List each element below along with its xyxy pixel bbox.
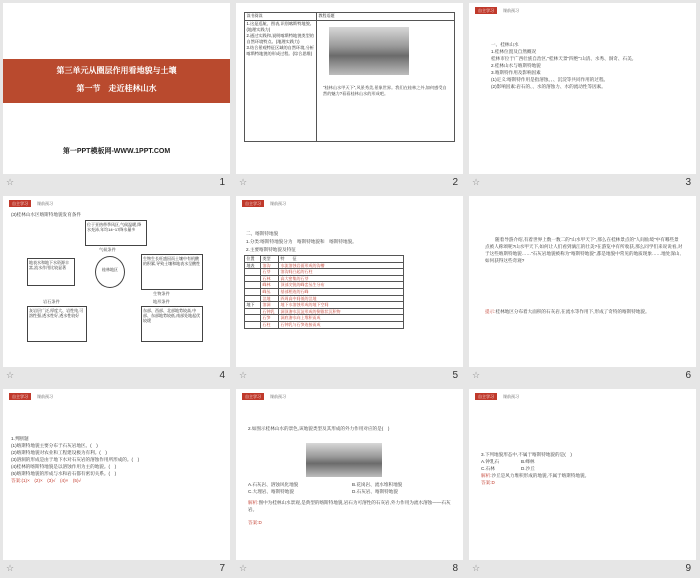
tag-primary: 自主学习 (475, 393, 497, 400)
tag-primary: 自主学习 (242, 200, 264, 207)
tag-secondary: 课前预习 (503, 394, 519, 399)
landform-table (244, 255, 404, 329)
table-row: 石柱 石钟乳与石笋连接而成 (245, 321, 404, 328)
star-icon[interactable]: ☆ (6, 370, 15, 380)
section-heading: 一、桂林山水 (491, 42, 519, 47)
tag-primary: 自主学习 (9, 200, 31, 207)
slide-preview (469, 196, 696, 367)
option-b: B.花岗岩、流水堆积地貌 (352, 482, 403, 487)
slide-thumbnail-1[interactable] (0, 0, 233, 192)
tag-secondary: 课前预习 (37, 201, 53, 206)
section-tag (475, 393, 522, 400)
slide-footer-bar (0, 368, 233, 385)
body-line: 2.主要喀斯特地貌及特征 (246, 247, 296, 252)
question-item: (1)喀斯特地貌主要分布于石灰岩地区。( ) (11, 443, 98, 448)
slide-thumbnail-2[interactable] (233, 0, 466, 192)
tag-primary: 自主学习 (242, 393, 264, 400)
hint-label: 提示: (485, 309, 496, 314)
body-line: 2.桂林山水与喀斯特地貌 (491, 63, 541, 68)
answer-line: 答案:D (481, 480, 495, 485)
climate-box: 位于亚热带季风区,气候温暖,降水充沛,年均14~17降水量多 (85, 220, 147, 246)
tag-primary: 自主学习 (475, 7, 497, 14)
section-tag (9, 393, 56, 400)
slide-preview (3, 196, 230, 367)
body-line: 3.喀斯特作用及影响因素 (491, 70, 541, 75)
slide-preview (3, 3, 230, 174)
slide-footer-bar (233, 561, 466, 578)
option-a: A.石灰岩、溶蚀风化地貌 (248, 482, 299, 487)
slide-thumbnail-9[interactable] (466, 386, 699, 578)
climate-label: 气候条件 (99, 247, 116, 252)
slide-preview (236, 196, 463, 367)
section-tag (9, 200, 56, 207)
slide-thumbnail-5[interactable] (233, 193, 466, 385)
star-icon[interactable]: ☆ (239, 177, 248, 187)
option-a: A.钟乳石 (481, 459, 500, 464)
slide-body (491, 41, 687, 90)
slide-footer-bar (233, 368, 466, 385)
star-icon[interactable]: ☆ (6, 563, 15, 573)
table-row: 地表 溶沟 水流溶蚀岩面形成的沟槽 (245, 262, 404, 269)
center-circle: 桂林地区 (95, 256, 125, 288)
options (248, 481, 452, 495)
objectives-table (244, 12, 455, 142)
slide-preview (469, 3, 696, 174)
slide-footer-bar (0, 175, 233, 192)
body-line: 1.分类:喀斯特地貌分为 喀斯特地貌和 喀斯特地貌。 (246, 239, 357, 244)
slide-preview (236, 389, 463, 560)
option-d: D.沙丘 (521, 466, 535, 471)
option-c: C.石林 (481, 466, 495, 471)
intro-caption: "桂林山水甲天下",风景秀美,景象世界。我们在桂林之外,如何感受自然的魅力?看看桂林山水的形成吧。 (323, 85, 447, 97)
explanation: 解析:沙丘是风力堆积形成的地貌,不属于喀斯特地貌。 (481, 473, 590, 478)
table-header-row: 位置 类型 特 征 (245, 256, 404, 263)
body-line: (1)定义:喀斯特作用是指溶蚀、、、沉淀等共同作用的过程。 (491, 77, 609, 82)
section-tag (242, 200, 289, 207)
intro-cell (317, 21, 455, 142)
answer-line: 答案:D (248, 520, 262, 525)
slide-number: 5 (452, 370, 458, 381)
slide-subtitle: 第一节 走近桂林山水 (76, 84, 157, 93)
tag-secondary: 课前预习 (270, 394, 286, 399)
land-label: 地形条件 (153, 299, 170, 304)
star-icon[interactable]: ☆ (472, 177, 481, 187)
section-tag (242, 393, 289, 400)
bio-box: 生物生长旺盛因而土壤中有机酸的积累,导致土壤和地表水呈酸性 (141, 254, 203, 290)
star-icon[interactable]: ☆ (239, 563, 248, 573)
slide-body (11, 435, 221, 484)
slide-footer-bar (466, 368, 699, 385)
hint-block (485, 308, 683, 315)
table-row: 石芽 溶沟间凸起的石柱 (245, 269, 404, 276)
slide-preview (236, 3, 463, 174)
slide-footer-bar (0, 561, 233, 578)
slide-number: 7 (219, 563, 225, 574)
section-tag (475, 7, 522, 14)
option-c: C.大理岩、喀斯特地貌 (248, 489, 294, 494)
slide-title: 第三单元从圈层作用看地貌与土壤 (56, 66, 177, 75)
question-item: (2)喀斯特地貌对农业和工程建设极为有利。( ) (11, 450, 107, 455)
section-heading: 1.判断题 (11, 436, 29, 441)
slide-preview (3, 389, 230, 560)
slide-body (481, 451, 685, 486)
slide-footer-bar (466, 561, 699, 578)
slide-number: 6 (685, 370, 691, 381)
tag-secondary: 课前预习 (503, 8, 519, 13)
table-row: 石林 高大密集的石芽 (245, 275, 404, 282)
water-box: 地表水和地下水资源丰富,流水作用比较显著 (27, 258, 75, 286)
tag-secondary: 课前预习 (37, 394, 53, 399)
table-row: 峰林 顶部尖锐的峰峦丛生分布 (245, 282, 404, 289)
body-line: 1.桂林位置及自然概况 (491, 49, 537, 54)
slide-body: 随着导游介绍,有着世界上数一数二的"山水甲天下",那么在桂林景点的"人间仙境"中有哪些景点被人称颂呢?山水甲天下,如何让人们看到漓江的壮美?在游览中有所收获,那么同学们来说说看,对于这些喀斯特地貌……"石灰岩地貌被称为"喀斯特地貌",都是地貌中常见的地质现象……地处深山,如何获得这些奇观? (485, 237, 683, 263)
objectives-text: 1.这是巡航、图表,识别喀斯特地貌。(地理实践力) 2.通过实践和,说明喀斯特地貌类型的自然环境特点。(地理实践力) 3.结合景观特征区域的自然环境,分析喀斯特地貌的形成过程。(综合思维) (245, 21, 317, 142)
question-text: 3.下列地貌形态中,不属于喀斯特地貌的是( ) (481, 452, 572, 457)
land-box: 东部、西部、北部地势较高,中部、东部地势较低,南部处地起伏较缓 (141, 306, 203, 342)
slide-footer-bar (466, 175, 699, 192)
table-row: 峰丛 基部相连的石峰 (245, 288, 404, 295)
explanation: 解析:图中为桂林山水景观,是典型的喀斯特地貌,岩石为可溶性的石灰岩,外力作用为流水溶蚀——石灰岩。 (248, 500, 451, 512)
option-d: D.石灰岩、喀斯特地貌 (352, 489, 398, 494)
table-head-right: 教程语题 (317, 13, 455, 21)
rock-label: 岩石条件 (43, 299, 60, 304)
slide-number: 8 (452, 563, 458, 574)
body-line: 桂林市位于广西壮族自治区,"桂林天景"四绝":山清、水秀、洞奇、石美。 (491, 56, 637, 61)
slide-title: (3)桂林山水区喀斯特地貌发育条件 (11, 212, 81, 217)
star-icon[interactable]: ☆ (472, 370, 481, 380)
table-row: 地下 溶洞 地下水溶蚀形成的地下空间 (245, 302, 404, 309)
karst-photo (329, 27, 409, 75)
slide-number: 1 (219, 177, 225, 188)
slide-number: 9 (685, 563, 691, 574)
slide-thumbnail-7[interactable] (0, 386, 233, 578)
answer-line: 答案:(1)× (2)× (3)√ (4)× (5)√ (11, 478, 82, 483)
tag-secondary: 课前预习 (270, 201, 286, 206)
table-row: 石笋 洞底渗水向上堆积而成 (245, 315, 404, 322)
table-head-left: 读书阅读 (245, 13, 317, 21)
section-heading: 二、喀斯特地貌 (246, 231, 279, 236)
slide-thumbnail-4[interactable] (0, 193, 233, 385)
slide-preview (469, 389, 696, 560)
question-item: (5)喀斯特地貌的形成与水和岩石都有密切关系。( ) (11, 471, 117, 476)
table-row: 石钟乳 洞顶渗水沉淀形成的倒锥状沉积物 (245, 308, 404, 315)
star-icon[interactable]: ☆ (239, 370, 248, 380)
slide-thumbnail-8[interactable] (233, 386, 466, 578)
slide-number: 4 (219, 370, 225, 381)
slide-footer: 第一PPT模板网-WWW.1PPT.COM (62, 148, 171, 155)
rock-box: 灰岩层广泛,厚度大、岩性纯,可溶性强,透水性好,透水性较好 (27, 306, 87, 342)
star-icon[interactable]: ☆ (472, 563, 481, 573)
slide-footer-bar (233, 175, 466, 192)
hint-text: 桂林地区分布着大面积的石灰岩,在流水等作用下,形成了奇特的喀斯特地貌。 (495, 309, 650, 314)
slide-thumbnail-6[interactable] (466, 193, 699, 385)
bio-label: 生物条件 (153, 291, 170, 296)
question-item: (4)桂林的喀斯特地貌是以溶蚀作用为主的地貌。( ) (11, 464, 117, 469)
star-icon[interactable]: ☆ (6, 177, 15, 187)
slide-number: 3 (685, 177, 691, 188)
table-row: 洼地 四周高中间低的洼地 (245, 295, 404, 302)
karst-photo (306, 443, 382, 477)
question-item: (3)溶洞的形成是由于地下水对石灰岩的溶蚀作用所形成的。( ) (11, 457, 140, 462)
body-line: (2)影响因素:岩石的、、水的溶蚀力、水的流动性等因素。 (491, 84, 606, 89)
question-text: 2.如图示桂林山水的景色,该地貌类型及其形成的外力作用对应的是( ) (248, 426, 390, 431)
slide-number: 2 (452, 177, 458, 188)
option-b: B.峰林 (521, 459, 535, 464)
slide-thumbnail-3[interactable] (466, 0, 699, 192)
tag-primary: 自主学习 (9, 393, 31, 400)
